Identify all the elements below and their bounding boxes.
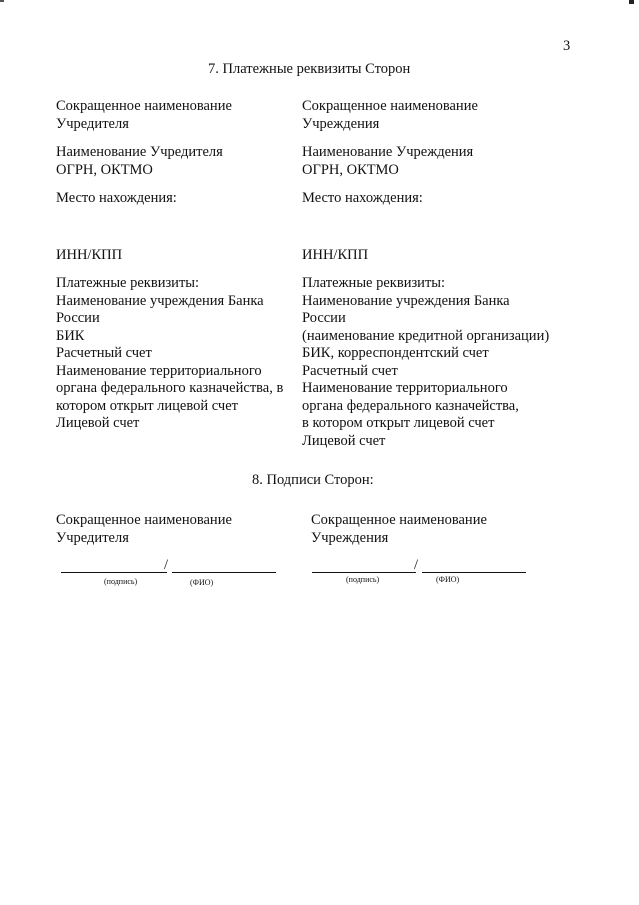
founder-name: [56, 144, 223, 179]
founder-name-line[interactable]: [172, 572, 276, 573]
text-line: ОГРН, ОКТМО: [302, 161, 399, 178]
scan-mark: [0, 0, 4, 2]
founder-name-caption: (ФИО): [190, 578, 214, 587]
text-line: Наименование учреждения Банка: [302, 292, 510, 309]
text-line: Платежные реквизиты:: [302, 275, 446, 291]
text-line: Наименование территориального: [302, 380, 508, 396]
text-line: Наименование Учреждения: [302, 144, 474, 160]
text-line: Наименование учреждения Банка: [56, 292, 264, 309]
text-line: (наименование кредитной организации): [302, 327, 550, 344]
text-line: Наименование Учредителя: [56, 144, 223, 160]
institution-short-name: [302, 98, 478, 133]
institution-location: Место нахождения:: [302, 190, 423, 206]
text-line: Лицевой счет: [302, 432, 386, 449]
text-line: в котором открыт лицевой счет: [302, 415, 495, 431]
text-line: БИК, корреспондентский счет: [302, 345, 489, 361]
text-line: Учреждения: [302, 115, 380, 132]
text-line: России: [56, 310, 100, 326]
text-line: Платежные реквизиты:: [56, 275, 200, 291]
founder-short-name: [56, 98, 232, 133]
founder-signature-caption: (подпись): [104, 577, 138, 586]
founder-inn: ИНН/КПП: [56, 247, 123, 263]
text-line: ОГРН, ОКТМО: [56, 161, 153, 178]
institution-name-caption: (ФИО): [436, 575, 460, 584]
signature-separator: /: [164, 557, 169, 573]
institution-inn: ИНН/КПП: [302, 247, 369, 263]
text-line: Сокращенное наименование: [56, 512, 232, 528]
text-line: Учредителя: [56, 529, 129, 546]
text-line: Учреждения: [311, 529, 389, 546]
text-line: Учредителя: [56, 115, 129, 132]
text-line: органа федерального казначейства, в: [56, 380, 284, 396]
institution-name: [302, 144, 473, 179]
institution-name-line[interactable]: [422, 572, 526, 573]
text-line: Сокращенное наименование: [56, 98, 232, 114]
text-line: котором открыт лицевой счет: [56, 397, 238, 414]
institution-payment-details: [302, 275, 549, 450]
founder-signature-short-name: [56, 512, 232, 547]
text-line: Расчетный счет: [56, 345, 152, 361]
founder-location: Место нахождения:: [56, 190, 177, 206]
signature-separator: /: [414, 557, 419, 573]
founder-payment-details: [56, 275, 283, 433]
scan-mark: [629, 0, 634, 4]
page-number: 3: [563, 38, 571, 54]
institution-signature-caption: (подпись): [346, 575, 380, 584]
text-line: БИК: [56, 327, 85, 344]
text-line: Расчетный счет: [302, 362, 398, 379]
section-7-heading: 7. Платежные реквизиты Сторон: [208, 61, 411, 77]
institution-signature-line[interactable]: [312, 572, 416, 573]
text-line: Сокращенное наименование: [311, 512, 487, 528]
text-line: Наименование территориального: [56, 362, 262, 379]
section-8-heading: 8. Подписи Сторон:: [252, 472, 374, 488]
text-line: Сокращенное наименование: [302, 98, 478, 114]
founder-signature-line[interactable]: [61, 572, 167, 573]
text-line: России: [302, 310, 346, 326]
text-line: Лицевой счет: [56, 415, 140, 431]
institution-signature-short-name: [311, 512, 487, 547]
text-line: органа федерального казначейства,: [302, 397, 519, 414]
